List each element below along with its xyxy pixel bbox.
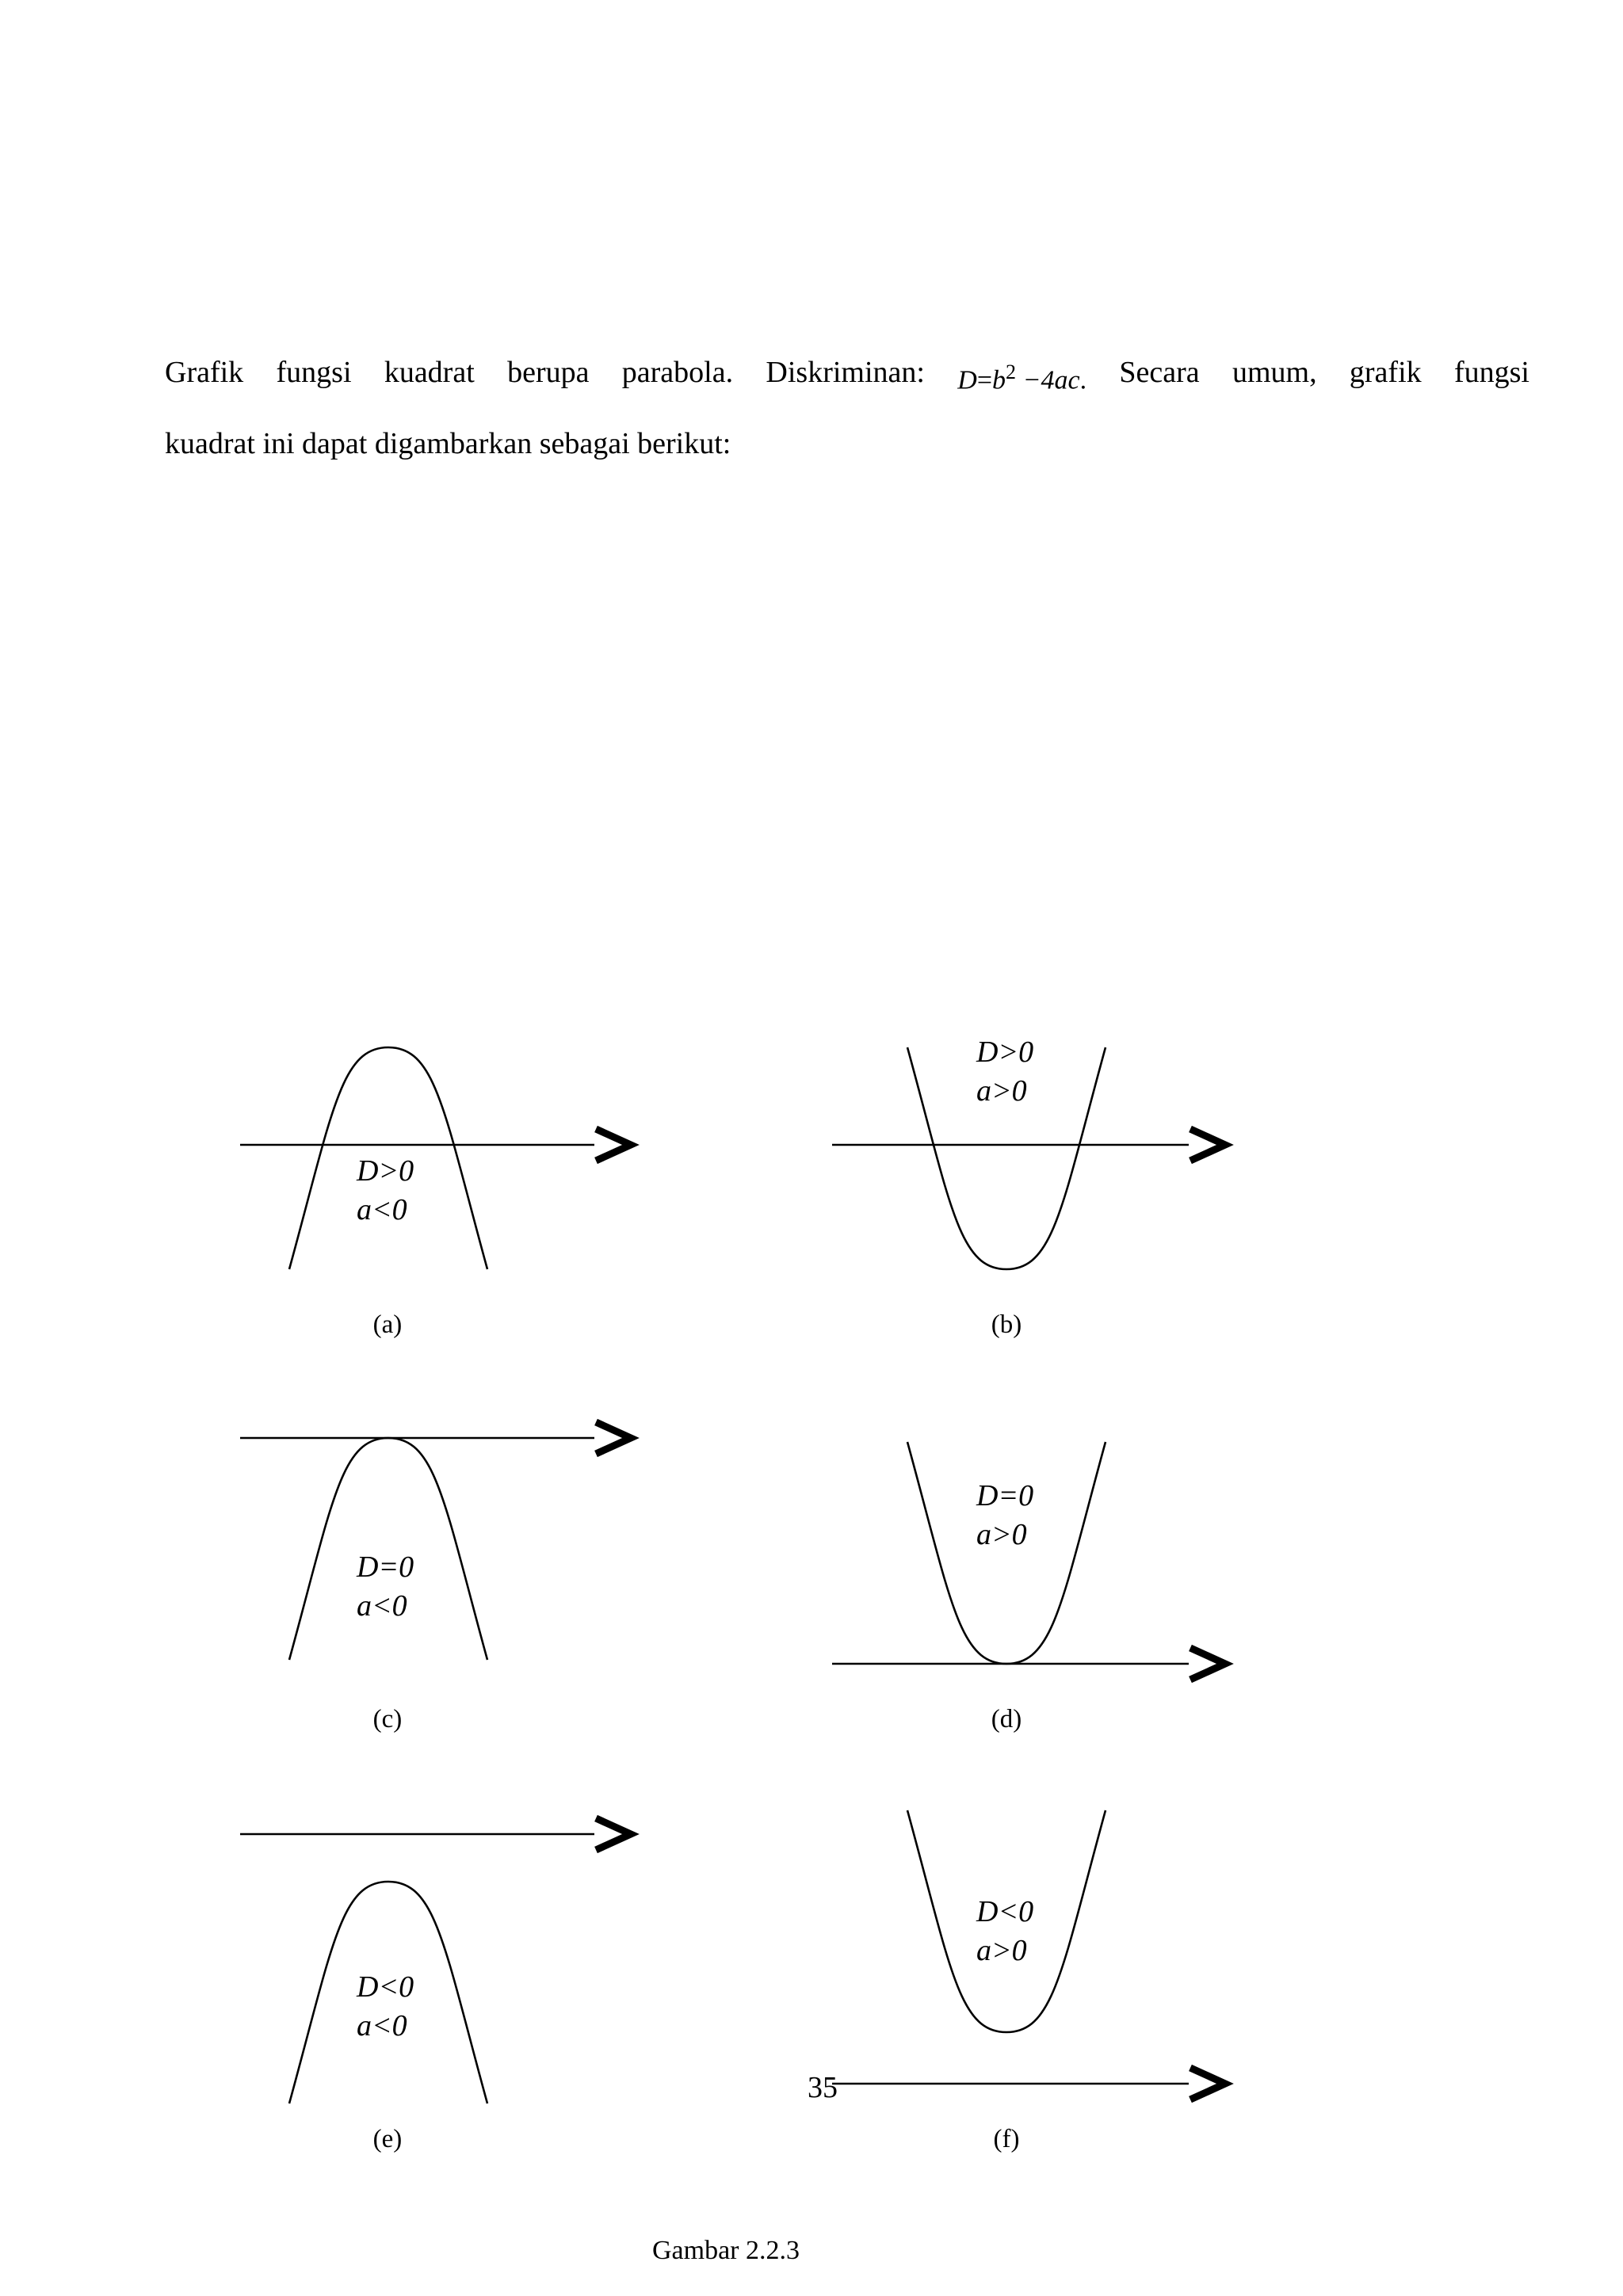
panel-caption: (b) [991,1310,1022,1339]
panel-caption: (d) [991,1705,1022,1733]
page-number: 35 [808,2071,838,2104]
word: grafik [1349,356,1422,389]
leading-coefficient-label: a>0 [976,1518,1027,1551]
word: fungsi [276,356,352,389]
leading-coefficient-label: a<0 [357,1589,407,1623]
word: umum, [1232,356,1317,389]
leading-coefficient-label: a<0 [357,2009,407,2042]
panel-c [240,1422,631,1733]
discriminant-label: D>0 [976,1035,1034,1069]
x-axis-arrow-icon [596,1129,631,1161]
word: Grafik [165,356,244,389]
panel-caption: (c) [372,1705,403,1733]
panel-e [240,1818,631,2153]
word: parabola. [621,356,734,389]
formula-end: . [1079,365,1087,395]
discriminant-label: D<0 [976,1895,1034,1928]
word: berupa [507,356,590,389]
formula-b: b [992,365,1006,395]
word: Secara [1119,356,1200,389]
x-axis-arrow-icon [1190,1648,1225,1680]
leading-coefficient-label: a>0 [976,1074,1027,1108]
x-axis-arrow-icon [1190,2068,1225,2100]
leading-coefficient-label: a>0 [976,1934,1027,1967]
panel-caption: (e) [372,2125,403,2153]
panel-d [832,1442,1225,1733]
figure-caption: Gambar 2.2.3 [651,2236,800,2265]
discriminant-label: D=0 [357,1550,414,1584]
discriminant-label: D<0 [357,1970,414,2004]
discriminant-label: D>0 [357,1154,414,1188]
formula-rest: −4ac [1022,365,1080,395]
panel-a [240,1047,631,1339]
word: kuadrat [384,356,475,389]
parabola-curve [907,1442,1106,1664]
leading-coefficient-label: a<0 [357,1193,407,1226]
formula-exponent: 2 [1006,360,1017,383]
panel-b [832,1035,1225,1339]
panel-caption: (f) [993,2125,1020,2153]
word: fungsi [1453,356,1529,389]
x-axis-arrow-icon [596,1422,631,1454]
word: Diskriminan: [766,356,925,389]
intro-line-2: kuadrat ini dapat digambarkan sebagai berikut: [165,427,731,461]
panel-f [832,1810,1225,2153]
discriminant-label: D=0 [976,1479,1034,1512]
x-axis-arrow-icon [1190,1129,1225,1161]
x-axis-arrow-icon [596,1818,631,1850]
formula-lhs: D [957,365,977,395]
formula-eq: = [976,365,993,395]
panels-group [240,1035,1225,2153]
parabola-curve [289,1438,487,1660]
panel-caption: (a) [372,1310,403,1339]
